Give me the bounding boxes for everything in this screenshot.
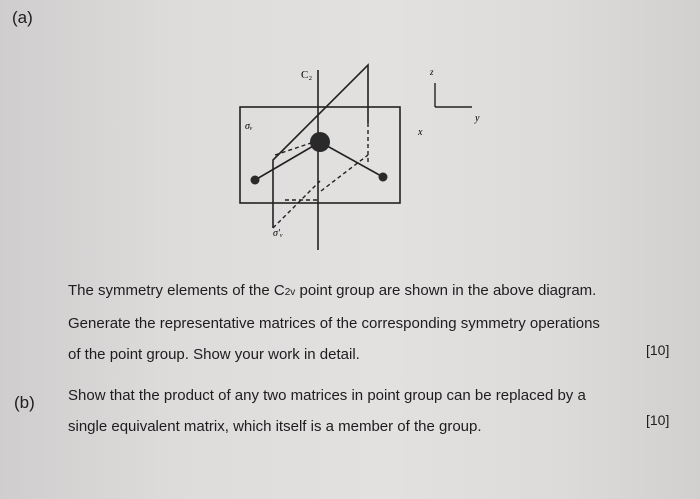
central-atom xyxy=(310,132,330,152)
c2v-symmetry-diagram xyxy=(225,55,505,255)
sigma-v-prime-label: σ′ᵥ xyxy=(273,228,283,239)
part-b-marks: [10] xyxy=(646,412,670,428)
part-a-line-2: Generate the representative matrices of the corresponding symmetry operations xyxy=(68,315,600,332)
part-b-question xyxy=(68,380,670,442)
sigma-v-plane xyxy=(240,107,400,203)
left-atom xyxy=(251,176,260,185)
y-axis-label: y xyxy=(475,113,480,124)
part-a-question xyxy=(68,275,670,370)
part-a-label: (a) xyxy=(12,8,33,27)
z-axis-label: z xyxy=(430,67,434,77)
x-axis-label: x xyxy=(418,127,423,138)
part-a-line-1: The symmetry elements of the C2v point group are shown in the above diagram. xyxy=(68,282,597,299)
part-b-line-1: Show that the product of any two matrices in point group can be replaced by a xyxy=(68,387,586,404)
part-b-label: (b) xyxy=(14,393,35,412)
c2-axis-label: C₂ xyxy=(301,69,313,81)
part-a-marks: [10] xyxy=(646,342,670,358)
part-a-line-3: of the point group. Show your work in detail. [10] xyxy=(68,339,600,370)
right-atom xyxy=(379,173,388,182)
part-b-line-2: single equivalent matrix, which itself is a member of the group. [10] xyxy=(68,411,586,442)
sigma-v-label: σᵥ xyxy=(245,121,253,132)
